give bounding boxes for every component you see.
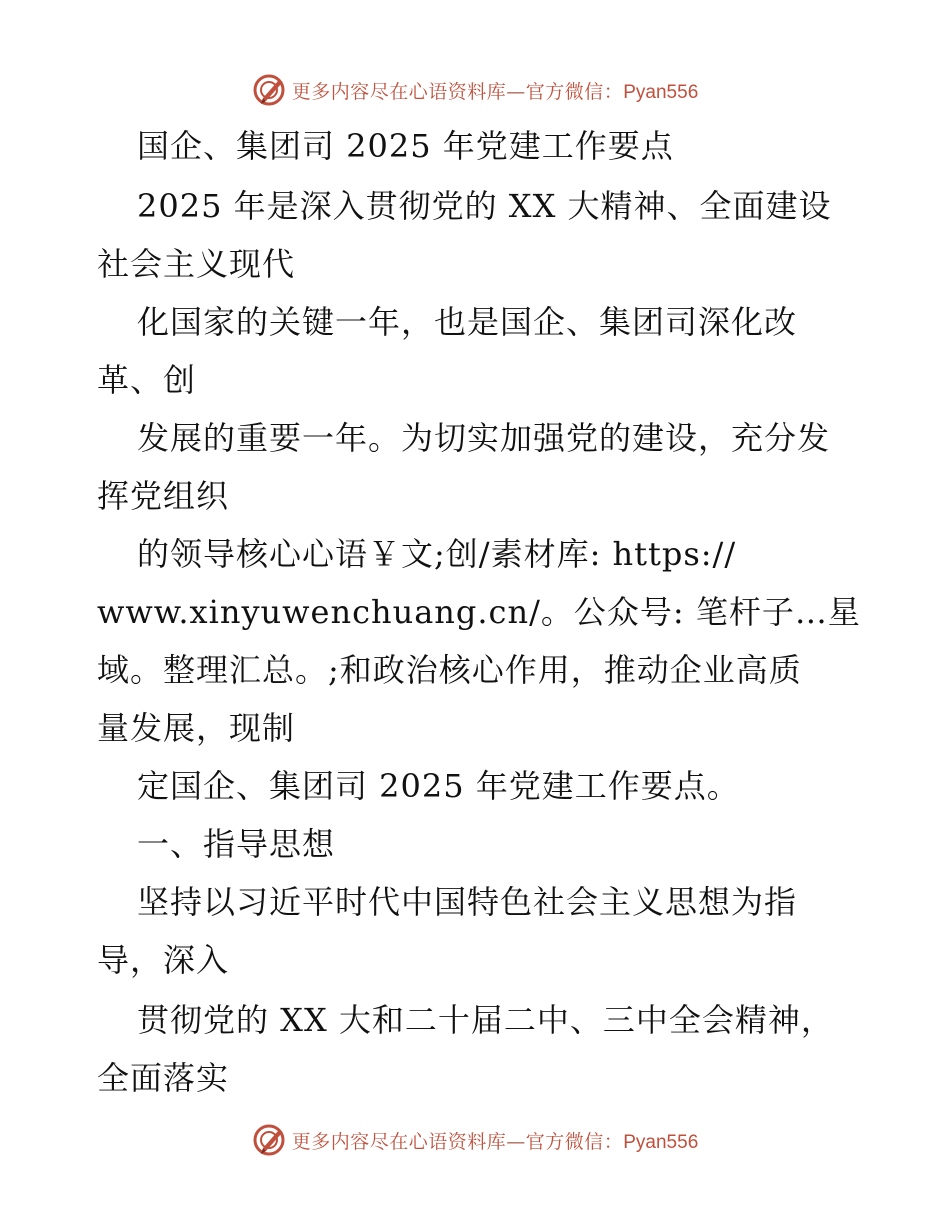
watermark-dash: — xyxy=(506,1130,526,1153)
watermark-wechat-label: 官方微信： xyxy=(525,1130,624,1153)
watermark-text xyxy=(292,77,699,104)
watermark-wechat-label: 官方微信： xyxy=(525,80,624,103)
watermark-dash: — xyxy=(506,80,526,103)
paragraph-line: 发展的重要一年。为切实加强党的建设，充分发 xyxy=(137,419,831,457)
section-heading: 一、指导思想 xyxy=(137,825,336,863)
footer-watermark xyxy=(0,1120,950,1160)
paragraph-line: 社会主义现代 xyxy=(97,245,296,283)
paragraph-line: 挥党组织 xyxy=(97,477,230,515)
header-watermark xyxy=(0,70,950,110)
paragraph-line: 导，深入 xyxy=(97,941,230,979)
watermark-wechat-id: Pyan556 xyxy=(623,1131,699,1153)
paragraph-line: 的领导核心心语￥文;创/素材库: https:// xyxy=(137,535,737,573)
pen-logo-icon xyxy=(252,73,286,107)
paragraph-line: 坚持以习近平时代中国特色社会主义思想为指 xyxy=(137,883,798,921)
paragraph-line: 革、创 xyxy=(97,361,197,399)
paragraph-line: 全面落实 xyxy=(97,1059,230,1097)
watermark-text xyxy=(292,1127,699,1154)
paragraph-line: www.xinyuwenchuang.cn/。公众号: 笔杆子…星 xyxy=(97,593,861,631)
watermark-site: 更多内容尽在心语资料库 xyxy=(291,1130,507,1153)
paragraph-line: 量发展，现制 xyxy=(97,709,296,747)
watermark-wechat-id: Pyan556 xyxy=(623,81,699,103)
watermark-site: 更多内容尽在心语资料库 xyxy=(291,80,507,103)
paragraph-line: 贯彻党的 XX 大和二十届二中、三中全会精神， xyxy=(137,1001,834,1039)
document-title: 国企、集团司 2025 年党建工作要点 xyxy=(137,127,674,165)
paragraph-line: 定国企、集团司 2025 年党建工作要点。 xyxy=(137,767,740,805)
paragraph-line: 域。整理汇总。;和政治核心作用，推动企业高质 xyxy=(97,651,802,689)
pen-logo-icon xyxy=(252,1123,286,1157)
paragraph-line: 化国家的关键一年，也是国企、集团司深化改 xyxy=(137,303,798,341)
paragraph-line: 2025 年是深入贯彻党的 XX 大精神、全面建设 xyxy=(137,187,832,225)
